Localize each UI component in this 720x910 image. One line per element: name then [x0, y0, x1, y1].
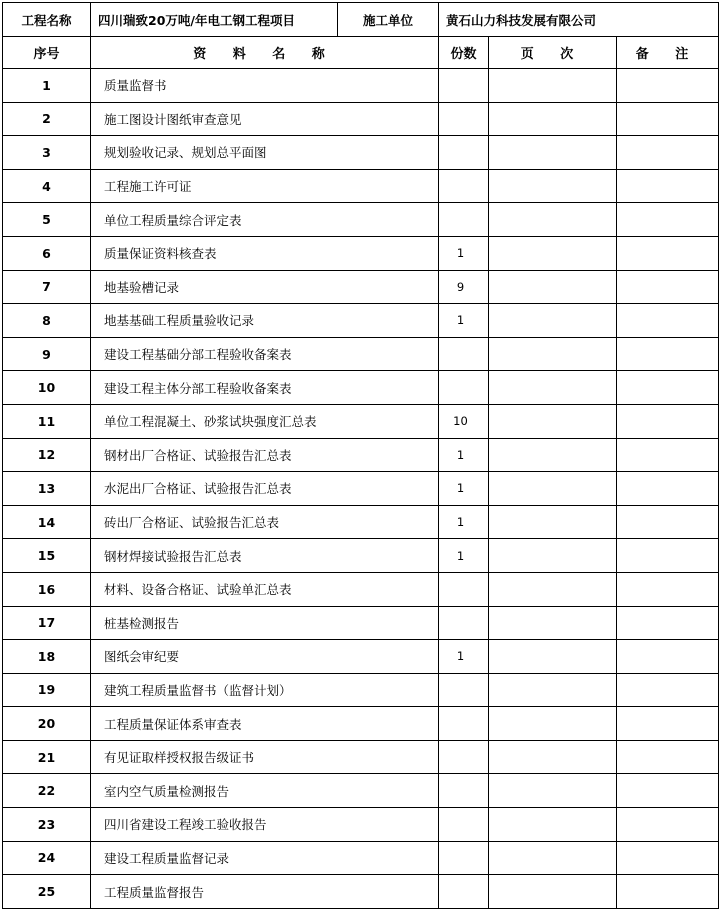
- table-row: [3, 572, 719, 606]
- row-count: [439, 69, 489, 103]
- row-pages: [489, 808, 617, 842]
- row-count: [439, 875, 489, 909]
- row-document-name: 单位工程混凝土、砂浆试块强度汇总表: [91, 404, 439, 438]
- table-row: [3, 203, 719, 237]
- row-remark: [617, 808, 719, 842]
- row-number: 7: [3, 270, 91, 304]
- row-remark: [617, 472, 719, 506]
- row-number: 13: [3, 472, 91, 506]
- table-row: [3, 841, 719, 875]
- row-document-name: 材料、设备合格证、试验单汇总表: [91, 572, 439, 606]
- row-remark: [617, 270, 719, 304]
- row-pages: [489, 203, 617, 237]
- row-remark: [617, 505, 719, 539]
- row-number: 24: [3, 841, 91, 875]
- row-number: 16: [3, 572, 91, 606]
- table-row: [3, 136, 719, 170]
- row-number: 4: [3, 169, 91, 203]
- archive-index-table: [2, 2, 719, 909]
- row-pages: [489, 102, 617, 136]
- row-count: [439, 169, 489, 203]
- row-number: 8: [3, 304, 91, 338]
- row-number: 23: [3, 808, 91, 842]
- row-remark: [617, 337, 719, 371]
- row-document-name: 钢材焊接试验报告汇总表: [91, 539, 439, 573]
- row-document-name: 钢材出厂合格证、试验报告汇总表: [91, 438, 439, 472]
- row-count: [439, 203, 489, 237]
- row-remark: [617, 136, 719, 170]
- column-header-row: [3, 37, 719, 69]
- row-remark: [617, 304, 719, 338]
- row-document-name: 建设工程基础分部工程验收备案表: [91, 337, 439, 371]
- row-number: 10: [3, 371, 91, 405]
- column-header-name: 资 料 名 称: [91, 37, 439, 69]
- table-row: [3, 707, 719, 741]
- row-count: [439, 606, 489, 640]
- table-row: [3, 640, 719, 674]
- table-row: [3, 236, 719, 270]
- row-number: 19: [3, 673, 91, 707]
- table-row: [3, 337, 719, 371]
- row-document-name: 单位工程质量综合评定表: [91, 203, 439, 237]
- row-remark: [617, 875, 719, 909]
- project-value: 四川瑞致20万吨/年电工钢工程项目: [91, 3, 338, 37]
- row-count: [439, 136, 489, 170]
- row-document-name: 建设工程主体分部工程验收备案表: [91, 371, 439, 405]
- row-count: [439, 841, 489, 875]
- column-header-pages: 页 次: [489, 37, 617, 69]
- row-count: 10: [439, 404, 489, 438]
- row-remark: [617, 606, 719, 640]
- table-row: [3, 606, 719, 640]
- table-row: [3, 404, 719, 438]
- row-document-name: 水泥出厂合格证、试验报告汇总表: [91, 472, 439, 506]
- row-remark: [617, 774, 719, 808]
- row-remark: [617, 203, 719, 237]
- row-document-name: 工程质量保证体系审查表: [91, 707, 439, 741]
- row-pages: [489, 371, 617, 405]
- header-row: [3, 3, 719, 37]
- row-remark: [617, 371, 719, 405]
- row-number: 11: [3, 404, 91, 438]
- row-document-name: 工程施工许可证: [91, 169, 439, 203]
- row-remark: [617, 404, 719, 438]
- row-number: 22: [3, 774, 91, 808]
- row-document-name: 质量监督书: [91, 69, 439, 103]
- table-row: [3, 438, 719, 472]
- row-document-name: 规划验收记录、规划总平面图: [91, 136, 439, 170]
- row-pages: [489, 673, 617, 707]
- row-count: [439, 673, 489, 707]
- row-count: [439, 337, 489, 371]
- row-number: 20: [3, 707, 91, 741]
- row-number: 1: [3, 69, 91, 103]
- row-number: 14: [3, 505, 91, 539]
- row-remark: [617, 236, 719, 270]
- column-header-remark: 备 注: [617, 37, 719, 69]
- table-row: [3, 740, 719, 774]
- row-pages: [489, 236, 617, 270]
- row-pages: [489, 841, 617, 875]
- table-row: [3, 808, 719, 842]
- column-header-no: 序号: [3, 37, 91, 69]
- table-row: [3, 371, 719, 405]
- row-count: 1: [439, 236, 489, 270]
- row-count: 1: [439, 640, 489, 674]
- row-pages: [489, 136, 617, 170]
- table-row: [3, 69, 719, 103]
- row-pages: [489, 875, 617, 909]
- row-remark: [617, 572, 719, 606]
- table-row: [3, 169, 719, 203]
- row-remark: [617, 438, 719, 472]
- row-pages: [489, 404, 617, 438]
- column-header-count: 份数: [439, 37, 489, 69]
- table-row: [3, 539, 719, 573]
- row-pages: [489, 774, 617, 808]
- row-pages: [489, 539, 617, 573]
- row-number: 6: [3, 236, 91, 270]
- table-row: [3, 505, 719, 539]
- row-document-name: 质量保证资料核查表: [91, 236, 439, 270]
- row-number: 18: [3, 640, 91, 674]
- row-document-name: 图纸会审纪要: [91, 640, 439, 674]
- row-pages: [489, 606, 617, 640]
- row-count: [439, 371, 489, 405]
- table-row: [3, 472, 719, 506]
- row-pages: [489, 572, 617, 606]
- row-remark: [617, 169, 719, 203]
- row-pages: [489, 640, 617, 674]
- unit-value: 黄石山力科技发展有限公司: [439, 3, 719, 37]
- row-pages: [489, 304, 617, 338]
- row-count: [439, 808, 489, 842]
- row-remark: [617, 707, 719, 741]
- table-row: [3, 673, 719, 707]
- row-count: 1: [439, 539, 489, 573]
- row-document-name: 桩基检测报告: [91, 606, 439, 640]
- row-number: 15: [3, 539, 91, 573]
- row-pages: [489, 69, 617, 103]
- row-pages: [489, 270, 617, 304]
- row-pages: [489, 707, 617, 741]
- row-document-name: 有见证取样授权报告级证书: [91, 740, 439, 774]
- row-document-name: 建设工程质量监督记录: [91, 841, 439, 875]
- table-row: [3, 304, 719, 338]
- row-document-name: 施工图设计图纸审查意见: [91, 102, 439, 136]
- row-remark: [617, 841, 719, 875]
- row-remark: [617, 673, 719, 707]
- row-document-name: 地基验槽记录: [91, 270, 439, 304]
- row-count: [439, 740, 489, 774]
- row-number: 25: [3, 875, 91, 909]
- row-pages: [489, 505, 617, 539]
- project-label: 工程名称: [3, 3, 91, 37]
- row-count: 1: [439, 472, 489, 506]
- table-row: [3, 270, 719, 304]
- row-number: 12: [3, 438, 91, 472]
- row-number: 17: [3, 606, 91, 640]
- row-document-name: 四川省建设工程竣工验收报告: [91, 808, 439, 842]
- row-document-name: 地基基础工程质量验收记录: [91, 304, 439, 338]
- row-document-name: 建筑工程质量监督书（监督计划）: [91, 673, 439, 707]
- row-number: 3: [3, 136, 91, 170]
- row-remark: [617, 539, 719, 573]
- row-pages: [489, 740, 617, 774]
- row-remark: [617, 740, 719, 774]
- row-pages: [489, 337, 617, 371]
- row-remark: [617, 640, 719, 674]
- table-row: [3, 774, 719, 808]
- row-count: 9: [439, 270, 489, 304]
- row-pages: [489, 169, 617, 203]
- row-count: [439, 707, 489, 741]
- row-count: [439, 572, 489, 606]
- row-number: 21: [3, 740, 91, 774]
- row-number: 5: [3, 203, 91, 237]
- row-count: 1: [439, 505, 489, 539]
- row-remark: [617, 69, 719, 103]
- row-document-name: 工程质量监督报告: [91, 875, 439, 909]
- row-count: 1: [439, 304, 489, 338]
- row-document-name: 室内空气质量检测报告: [91, 774, 439, 808]
- row-pages: [489, 472, 617, 506]
- row-count: [439, 102, 489, 136]
- row-document-name: 砖出厂合格证、试验报告汇总表: [91, 505, 439, 539]
- unit-label: 施工单位: [338, 3, 439, 37]
- row-number: 2: [3, 102, 91, 136]
- table-row: [3, 875, 719, 909]
- row-count: [439, 774, 489, 808]
- row-number: 9: [3, 337, 91, 371]
- table-row: [3, 102, 719, 136]
- row-count: 1: [439, 438, 489, 472]
- row-remark: [617, 102, 719, 136]
- row-pages: [489, 438, 617, 472]
